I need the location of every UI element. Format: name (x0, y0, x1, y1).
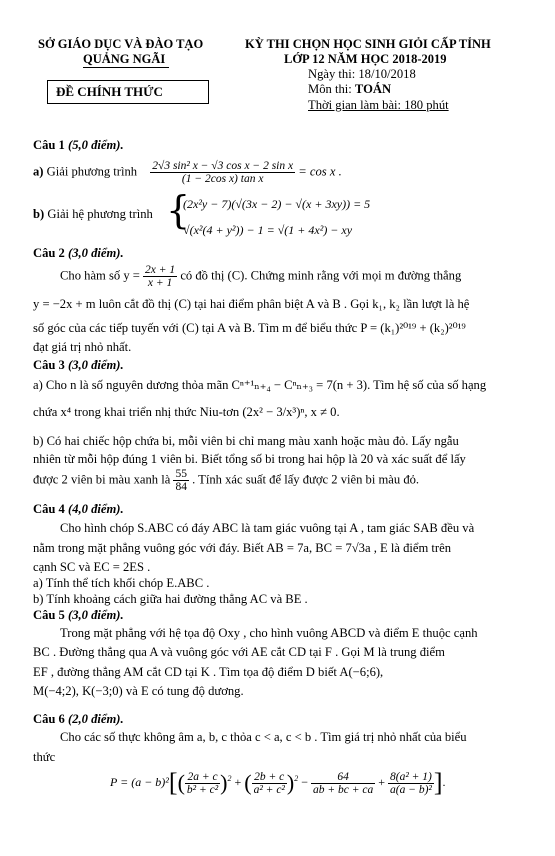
q6-formula: P = (a − b)²[( $\frac{2a + c}{\text{b² + c²}}$ )$^2$ + ( $\frac{2b + c}{\text{a² + c²}}$ )$^2$ − $\frac{64}{ab + bc + ca}$ + $\frac{\text{8(a² + 1)}}{\text{a(a − b)²}}$ ]. (110, 768, 446, 797)
q6-minus: − (301, 774, 308, 789)
q6-f2-num: 2b + c (252, 771, 287, 784)
subject-label: Môn thi: (308, 82, 355, 96)
q6-line2: thức (33, 750, 56, 764)
q5-line4: M(−4;2), K(−3;0) và E có tung độ dương. (33, 684, 244, 698)
exam-grade-year: LỚP 12 NĂM HỌC 2018-2019 (284, 52, 447, 66)
q3-points: (3,0 điểm). (68, 358, 124, 372)
q2-title: Câu 2 (33, 246, 65, 260)
q3b-frac-num: 55 (175, 468, 187, 480)
exam-subject (308, 82, 391, 97)
q6-f3-den: ab + bc + ca (312, 783, 374, 796)
q2-fraction (143, 264, 177, 289)
q6-plus-2: + (378, 774, 385, 789)
q1b-equation-1: (2x²y − 7)(√(3x − 2) − √(x + 3xy)) = 5 (183, 197, 371, 211)
q3-title: Câu 3 (33, 358, 65, 372)
q2-heading (33, 246, 124, 261)
q2-line2: y = −2x + m luôn cắt đồ thị (C) tại hai điểm phân biệt A và B . Gọi k₁, k₂ lần lượt là hệ (33, 297, 470, 311)
q6-frac-3 (311, 771, 375, 796)
q2-line1-pre: Cho hàm số y = (60, 268, 140, 283)
q5-line1: Trong mặt phẳng với hệ tọa độ Oxy , cho hình vuông ABCD và điểm E thuộc cạnh (60, 626, 478, 640)
q3b-line2: nhiên từ mỗi hộp đúng 1 viên bi. Biết tổng số bi trong hai hộp là 20 và xác suất để lấy (33, 452, 466, 466)
q4-title: Câu 4 (33, 502, 65, 516)
q1a-fraction (150, 160, 295, 185)
q2-line3: số góc của các tiếp tuyến với (C) tại A và B. Tìm m để biểu thức P = (k₁)²⁰¹⁹ + (k₂)²⁰¹⁹ (33, 321, 466, 335)
q5-title: Câu 5 (33, 608, 65, 622)
q6-lhs: P = (a − b)² (110, 774, 169, 789)
q1-points: (5,0 điểm). (68, 138, 124, 152)
q1a (33, 160, 342, 185)
q1-title: Câu 1 (33, 138, 65, 152)
q5-line2: BC . Đường thẳng qua A và vuông góc với AE cắt CD tại F . Gọi M là trung điểm (33, 645, 445, 659)
q6-points: (2,0 điểm). (68, 712, 124, 726)
q4-points: (4,0 điểm). (68, 502, 124, 516)
q2-line1-post: có đồ thị (C). Chứng minh rằng với mọi m đường thẳng (180, 268, 462, 283)
q1-heading (33, 138, 124, 153)
q3a-line1: a) Cho n là số nguyên dương thỏa mãn Cⁿ⁺¹ₙ₊₄ − Cⁿₙ₊₃ = 7(n + 3). Tìm hệ số của số hạng (33, 378, 487, 392)
q2-frac-num: 2x + 1 (145, 264, 176, 276)
exam-date: Ngày thi: 18/10/2018 (308, 67, 416, 81)
province-underline (83, 67, 169, 68)
q1b-text: Giải hệ phương trình (47, 207, 153, 221)
subject-value: TOÁN (354, 82, 392, 96)
q2-points: (3,0 điểm). (68, 246, 124, 260)
q6-line1: Cho các số thực không âm a, b, c thỏa c < a, c < b . Tìm giá trị nhỏ nhất của biểu (60, 730, 467, 744)
q1a-numerator: 2√3 sin² x − √3 cos x − 2 sin x (152, 160, 294, 172)
q6-heading (33, 712, 124, 727)
q4a: a) Tính thể tích khối chóp E.ABC . (33, 576, 210, 590)
q4-line2: nằm trong mặt phẳng vuông góc với đáy. Biết AB = 7a, BC = 7√3a , E là điểm trên (33, 541, 451, 555)
q1a-label: a) (33, 164, 44, 179)
q6-f3-num: 64 (311, 771, 375, 784)
q4-line1: Cho hình chóp S.ABC có đáy ABC là tam giác vuông tại A , tam giác SAB đều và (60, 521, 475, 535)
q4b: b) Tính khoảng cách giữa hai đường thẳng AC và BE . (33, 592, 308, 606)
q5-line3: EF , đường thẳng AM cắt CD tại K . Tìm tọa độ điểm D biết A(−6;6), (33, 665, 384, 679)
q2-line4: đạt giá trị nhỏ nhất. (33, 340, 132, 354)
exam-duration: Thời gian làm bài: 180 phút (308, 98, 449, 112)
q2-line1 (60, 264, 461, 289)
q4-heading (33, 502, 124, 517)
q3b-line3-pre: được 2 viên bi màu xanh là (33, 472, 171, 487)
q4-line3: cạnh SC và EC = 2ES . (33, 560, 151, 574)
q1b-system-brace: { (166, 188, 191, 232)
q6-f4-den: a(a − b)² (390, 783, 432, 796)
q1a-text: Giải phương trình (46, 164, 138, 179)
q3b-line3-post: . Tính xác suất để lấy được 2 viên bi màu đỏ. (192, 472, 420, 487)
department-name: SỞ GIÁO DỤC VÀ ĐÀO TẠO (38, 37, 204, 51)
q6-f4-num: 8(a² + 1) (390, 770, 432, 783)
q6-f1-num: 2a + c (185, 771, 220, 784)
q3b-line1: b) Có hai chiếc hộp chứa bi, mỗi viên bi chỉ mang màu xanh hoặc màu đỏ. Lấy ngẫu (33, 434, 459, 448)
q6-plus-1: + (234, 774, 242, 789)
q6-frac-1 (185, 771, 220, 796)
q2-frac-den: x + 1 (147, 277, 173, 289)
q6-title: Câu 6 (33, 712, 65, 726)
q5-heading (33, 608, 124, 623)
q1b-equation-2: √(x²(4 + y²)) − 1 = √(1 + 4x²) − xy (183, 223, 353, 237)
q6-period: . (442, 774, 446, 789)
q6-f1-den: b² + c² (186, 783, 219, 796)
q5-points: (3,0 điểm). (68, 608, 124, 622)
q3b-fraction (173, 468, 189, 493)
exam-title: KỲ THI CHỌN HỌC SINH GIỎI CẤP TỈNH (245, 37, 491, 51)
q6-f2-den: a² + c² (253, 783, 285, 796)
q1b (33, 207, 153, 222)
q1a-denominator: (1 − 2cos x) tan x (181, 173, 264, 185)
q3b-line3 (33, 468, 419, 493)
q1a-rhs: = cos x . (298, 164, 342, 179)
province-name: QUẢNG NGÃI (83, 52, 166, 66)
q1b-label: b) (33, 207, 45, 221)
q6-frac-2 (252, 771, 287, 796)
q6-frac-4 (388, 771, 434, 796)
q3a-line2: chứa x⁴ trong khai triển nhị thức Niu-tơn (2x² − 3/x³)ⁿ, x ≠ 0. (33, 405, 340, 419)
q3-heading (33, 358, 124, 373)
official-label: ĐỀ CHÍNH THỨC (56, 84, 163, 99)
q3b-frac-den: 84 (175, 481, 187, 493)
